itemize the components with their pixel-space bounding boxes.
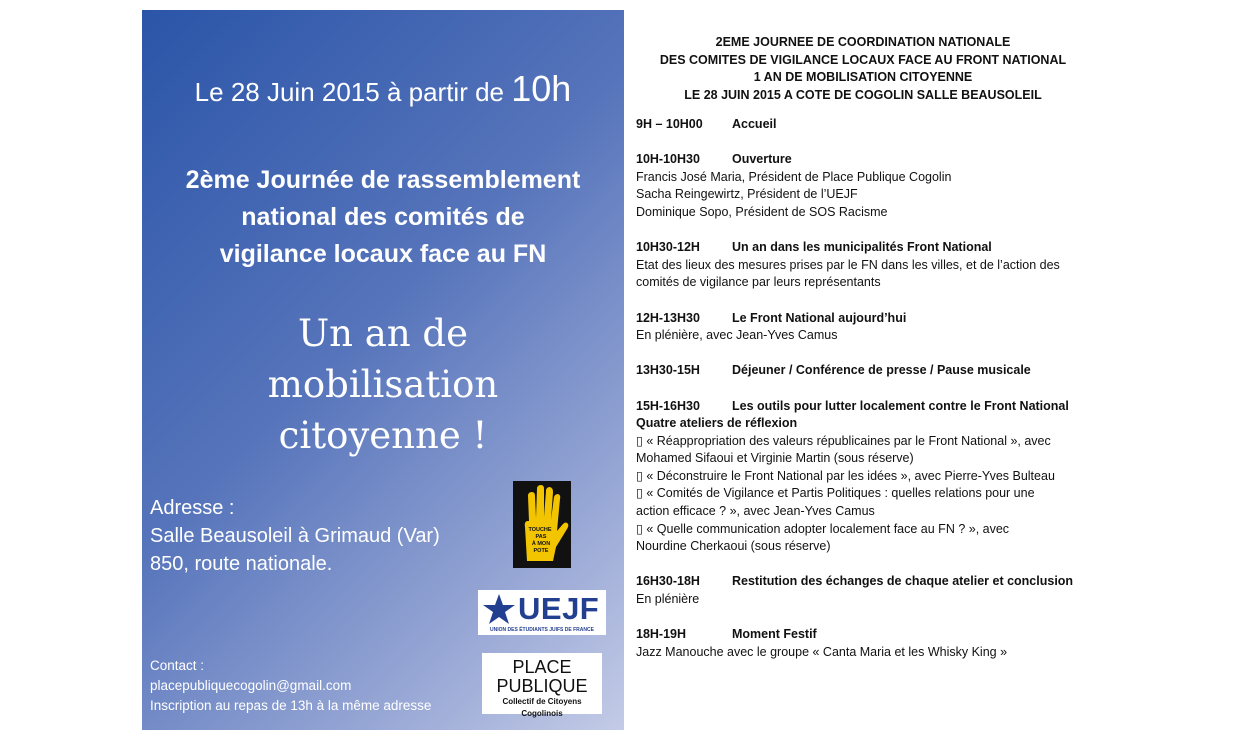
contact-label: Contact :	[150, 658, 205, 673]
schedule-title: Restitution des échanges de chaque atelier et conclusion	[732, 574, 1074, 589]
schedule-title: Déjeuner / Conférence de presse / Pause musicale	[732, 363, 1031, 378]
schedule-item	[636, 362, 1236, 380]
schedule-item-header	[636, 310, 1236, 328]
star-icon	[480, 592, 518, 628]
event-date	[142, 68, 624, 110]
address-line: 850, route nationale.	[150, 553, 333, 575]
schedule-detail-line: Dominique Sopo, Président de SOS Racisme	[636, 204, 888, 219]
uejf-logo	[478, 590, 606, 635]
schedule-detail-line: Etat des lieux des mesures prises par le FN dans les villes, et de l’action des	[636, 257, 1060, 272]
schedule-detail-line: Sacha Reingewirtz, Président de l’UEJF	[636, 187, 858, 202]
schedule-detail-line: ▯ « Quelle communication adopter localement face au FN ? », avec	[636, 521, 1010, 536]
schedule-time: 16H30-18H	[636, 574, 700, 589]
place-publique-line1: PLACE	[512, 657, 572, 677]
slogan-line: Un an de	[297, 312, 468, 355]
schedule-item	[636, 239, 1236, 292]
schedule-item	[636, 573, 1236, 608]
schedule-time: 9H – 10H00	[636, 117, 703, 131]
program-panel	[636, 34, 1236, 679]
schedule-time: 10H30-12H	[636, 240, 700, 255]
heading-line: DES COMITES DE VIGILANCE LOCAUX FACE AU FRONT NATIONAL	[659, 52, 1067, 67]
schedule-time: 12H-13H30	[636, 310, 700, 325]
schedule-detail-line: ▯ « Réappropriation des valeurs républicaines par le Front National », avec	[636, 433, 1051, 448]
address-line: Salle Beausoleil à Grimaud (Var)	[150, 525, 440, 547]
place-publique-logo	[482, 653, 602, 718]
schedule-subtitle: Quatre ateliers de réflexion	[636, 416, 798, 431]
contact-email: placepubliquecogolin@gmail.com	[150, 678, 352, 693]
schedule-time: 15H-16H30	[636, 398, 700, 413]
schedule-time: 18H-19H	[636, 627, 687, 642]
schedule-title: Un an dans les municipalités Front National	[732, 240, 992, 255]
schedule-detail-line: En plénière, avec Jean-Yves Camus	[636, 328, 838, 343]
schedule-detail-line: ▯ « Déconstruire le Front National par les idées », avec Pierre-Yves Bulteau	[636, 468, 1055, 483]
schedule-time: 10H-10H30	[636, 152, 700, 167]
heading-line: 1 AN DE MOBILISATION CITOYENNE	[753, 70, 973, 84]
schedule-title: Les outils pour lutter localement contre le Front National	[732, 398, 1069, 413]
schedule-item	[636, 310, 1236, 345]
schedule-detail-line: action efficace ? », avec Jean-Yves Camus	[636, 504, 875, 519]
schedule-item	[636, 151, 1236, 221]
schedule-detail-line: Mohamed Sifaoui et Virginie Martin (sous réserve)	[636, 451, 914, 466]
slogan-line: mobilisation	[267, 363, 499, 406]
hand-text-line: TOUCHE	[528, 527, 552, 533]
hand-text-line: POTE	[533, 548, 549, 554]
schedule-item	[636, 398, 1236, 556]
sos-racisme-hand-logo	[513, 481, 571, 568]
event-subtitle	[152, 162, 614, 273]
schedule-title: Accueil	[732, 117, 777, 131]
schedule-item-header	[636, 151, 1236, 169]
event-poster	[142, 10, 624, 730]
address-label: Adresse :	[150, 497, 235, 519]
hand-text-line: À MON	[531, 541, 551, 547]
heading-line: LE 28 JUIN 2015 A COTE DE COGOLIN SALLE BEAUSOLEIL	[684, 87, 1042, 102]
event-address	[150, 494, 440, 578]
subtitle-line: vigilance locaux face au FN	[219, 240, 547, 268]
contact-info	[150, 656, 431, 716]
schedule-item-header	[636, 362, 1236, 380]
subtitle-line: 2ème Journée de rassemblement	[185, 166, 581, 194]
registration-note: Inscription au repas de 13h à la même adresse	[150, 698, 432, 713]
schedule-title: Le Front National aujourd’hui	[732, 310, 907, 325]
program-heading	[636, 34, 1090, 104]
subtitle-line: national des comités de	[241, 203, 525, 231]
heading-line: 2EME JOURNEE DE COORDINATION NATIONALE	[715, 35, 1011, 49]
schedule-detail-line: Jazz Manouche avec le groupe « Canta Maria et les Whisky King »	[636, 644, 1008, 659]
uejf-name: UEJF	[518, 591, 600, 626]
schedule-detail-line: ▯ « Comités de Vigilance et Partis Politiques : quelles relations pour une	[636, 486, 1035, 501]
event-date-prefix: Le 28 Juin 2015 à partir de	[194, 77, 512, 107]
schedule-detail-line: comités de vigilance par leurs représentants	[636, 275, 881, 290]
event-slogan	[142, 308, 624, 461]
schedule-item-header	[636, 573, 1236, 591]
schedule-item-header	[636, 626, 1236, 644]
schedule-item-header	[636, 239, 1236, 257]
schedule-title: Ouverture	[732, 152, 792, 167]
uejf-tagline: UNION DES ÉTUDIANTS JUIFS DE FRANCE	[490, 627, 594, 633]
schedule-title: Moment Festif	[732, 627, 817, 642]
schedule-detail-line: En plénière	[636, 592, 700, 607]
schedule-item-header	[636, 116, 1236, 134]
hand-icon	[513, 481, 571, 568]
event-start-time: 10h	[511, 68, 572, 109]
program-schedule	[636, 116, 1236, 661]
schedule-item-header	[636, 398, 1236, 416]
slogan-line: citoyenne !	[278, 414, 488, 457]
hand-text-line: PAS	[535, 534, 547, 540]
place-publique-line2: PUBLIQUE	[496, 676, 588, 696]
place-publique-tagline: Collectif de Citoyens Cogolinois	[502, 697, 582, 718]
schedule-detail-line: Nourdine Cherkaoui (sous réserve)	[636, 539, 831, 554]
schedule-item	[636, 626, 1236, 661]
schedule-item	[636, 116, 1236, 134]
schedule-detail-line: Francis José Maria, Président de Place Publique Cogolin	[636, 169, 952, 184]
schedule-time: 13H30-15H	[636, 363, 700, 378]
